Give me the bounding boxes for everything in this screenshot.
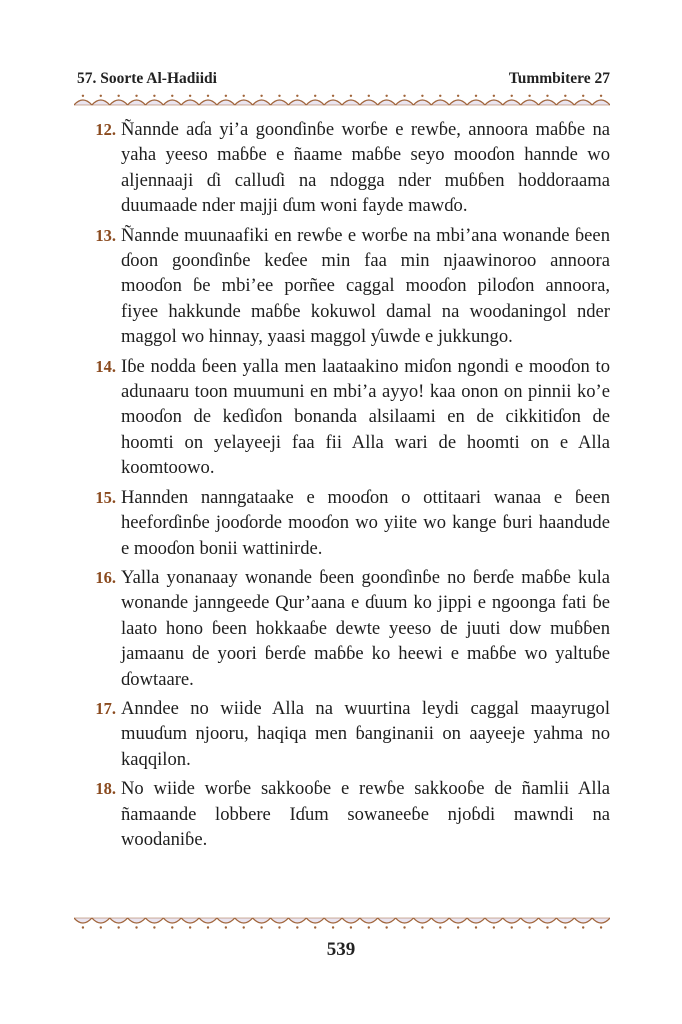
border-dot <box>82 926 84 928</box>
border-scallop <box>306 100 324 105</box>
verse-list <box>77 117 610 856</box>
border-dot <box>475 95 477 97</box>
verse-text <box>121 696 610 772</box>
border-dot <box>296 926 298 928</box>
border-scallop <box>288 918 306 923</box>
verse-line: adunaaru toon muumuni en mbi’a ayyo! kaa onon on pinnii ko’e <box>121 381 610 403</box>
border-scallop <box>92 918 110 923</box>
verse-line: duumaade nder majji ɗum woni fayde mawɗo. <box>121 195 468 217</box>
border-dot <box>457 95 459 97</box>
border-scallop <box>574 918 592 923</box>
running-header <box>77 70 610 92</box>
border-scallop <box>74 918 92 923</box>
verse-line: heeforɗinɓe jooɗorde mooɗon wo yiite wo kange ɓuri haandude <box>121 512 610 534</box>
border-scallop <box>199 918 217 923</box>
border-dot <box>100 926 102 928</box>
verse-line: Hannden nanngataake e mooɗon o ottitaari wanaa e ɓeen <box>121 486 610 508</box>
border-scallop <box>181 918 199 923</box>
border-dot <box>546 95 548 97</box>
border-scallop <box>145 100 163 105</box>
border-dot <box>385 926 387 928</box>
border-dot <box>135 926 137 928</box>
border-scallop <box>360 918 378 923</box>
border-scallop <box>288 100 306 105</box>
border-scallop <box>342 100 360 105</box>
border-dot <box>385 95 387 97</box>
verse-item <box>77 485 610 561</box>
border-scallop <box>342 918 360 923</box>
border-dot <box>600 926 602 928</box>
border-scallop <box>324 100 342 105</box>
border-dot <box>528 926 530 928</box>
verse-number: 14. <box>95 356 116 376</box>
verse-number: 16. <box>95 567 116 587</box>
border-scallop <box>74 100 92 105</box>
ornamental-border-top <box>74 94 610 108</box>
verse-line: muuɗum njooru, haqiqa men ɓanginanii on aayeeje yahma no <box>121 723 610 745</box>
verse-line: Iɓe nodda ɓeen yalla men laataakino miɗon ngondi e mooɗon to <box>121 355 610 377</box>
border-scallop <box>592 100 610 105</box>
border-dot <box>243 926 245 928</box>
border-dot <box>403 95 405 97</box>
verse-number: 15. <box>95 487 116 507</box>
border-scallop <box>253 100 271 105</box>
border-dot <box>511 926 513 928</box>
border-scallop <box>556 100 574 105</box>
border-scallop <box>163 918 181 923</box>
border-scallop <box>378 918 396 923</box>
border-scallop <box>592 918 610 923</box>
verse-text <box>121 485 610 561</box>
border-dot <box>278 926 280 928</box>
border-scallop <box>181 100 199 105</box>
border-scallop <box>413 918 431 923</box>
border-dot <box>225 926 227 928</box>
border-scallop <box>92 100 110 105</box>
verse-line: mooɗon ɓe mbi’ee porñee caggal mooɗon piloɗon annoora, <box>121 275 610 297</box>
verse-line: yaha yeeso maɓɓe e ñaame maɓɓe seyo mooɗon hannde wo <box>121 144 610 166</box>
border-scallop <box>449 100 467 105</box>
border-dot <box>403 926 405 928</box>
border-dot <box>332 926 334 928</box>
border-dot <box>314 926 316 928</box>
border-dot <box>493 95 495 97</box>
border-scallop <box>467 100 485 105</box>
chapter-title: 57. Soorte Al-Hadiidi <box>77 70 217 87</box>
border-dot <box>189 926 191 928</box>
border-scallop <box>324 918 342 923</box>
border-scallop <box>378 100 396 105</box>
border-dot <box>546 926 548 928</box>
verse-line: e mooɗon bonii wattinirde. <box>121 537 323 559</box>
border-dot <box>296 95 298 97</box>
border-scallop <box>199 100 217 105</box>
border-scallop <box>110 918 128 923</box>
verse-line: Ñannde muunaafiki en rewɓe e worɓe na mbi’ana wonande ɓeen <box>121 224 610 246</box>
verse-item <box>77 223 610 350</box>
border-scallop <box>413 100 431 105</box>
verse-text <box>121 117 610 219</box>
border-dot <box>600 95 602 97</box>
border-dot <box>260 926 262 928</box>
border-dot <box>350 926 352 928</box>
verse-line: koomtoowo. <box>121 457 215 479</box>
border-scallop <box>128 918 146 923</box>
verse-text <box>121 565 610 692</box>
border-scallop <box>235 100 253 105</box>
border-dot <box>135 95 137 97</box>
border-dot <box>564 926 566 928</box>
border-dot <box>260 95 262 97</box>
border-scallop <box>271 100 289 105</box>
border-dot <box>153 926 155 928</box>
border-dot <box>278 95 280 97</box>
verse-text <box>121 776 610 852</box>
border-scallop <box>217 100 235 105</box>
border-dot <box>368 95 370 97</box>
border-scallop <box>521 100 539 105</box>
verse-item <box>77 776 610 852</box>
verse-number: 18. <box>95 779 116 799</box>
border-dot <box>207 95 209 97</box>
border-scallop <box>431 100 449 105</box>
border-scallop <box>128 100 146 105</box>
border-dot <box>314 95 316 97</box>
border-dot <box>171 926 173 928</box>
border-scallop <box>306 918 324 923</box>
verse-line: ɗoon goonɗinɓe keɗee min faa min njaawinoroo annoora <box>121 250 610 272</box>
verse-line: aljennaaji ɗi calluɗi na ndogga nder muɓɓen hoddoraama <box>121 169 610 191</box>
border-scallop <box>271 918 289 923</box>
border-scallop <box>539 918 557 923</box>
border-scallop <box>556 918 574 923</box>
border-dot <box>100 95 102 97</box>
border-scallop <box>396 918 414 923</box>
border-dot <box>243 95 245 97</box>
border-scallop <box>485 100 503 105</box>
border-dot <box>332 95 334 97</box>
verse-line: hoomti on yelayeeji faa fii Alla wari de hoomti on e Alla <box>121 431 610 453</box>
border-dot <box>189 95 191 97</box>
verse-number: 17. <box>95 698 116 718</box>
border-dot <box>207 926 209 928</box>
border-dot <box>582 926 584 928</box>
border-dot <box>117 926 119 928</box>
section-title: Tummbitere 27 <box>508 70 610 87</box>
verse-line: wonande janngeede Qur’aana e ɗuum ko jippi e ngoonga fati ɓe <box>121 592 610 614</box>
border-scallop <box>217 918 235 923</box>
border-dot <box>225 95 227 97</box>
verse-line: kaqqilon. <box>121 748 191 770</box>
verse-text <box>121 354 610 481</box>
border-dot <box>439 926 441 928</box>
border-dot <box>511 95 513 97</box>
ornamental-border-bottom <box>74 915 610 929</box>
border-scallop <box>503 100 521 105</box>
verse-line: jamaanu de yoori ɓerɗe maɓɓe ko heewi e maɓɓe wo yaltuɓe <box>121 643 610 665</box>
border-scallop <box>431 918 449 923</box>
verse-line: woodaniɓe. <box>121 828 208 850</box>
border-dot <box>368 926 370 928</box>
verse-line: mooɗon de keɗiɗon bonanda alsilaami en de cikkitiɗon de <box>121 406 610 428</box>
border-scallop <box>539 100 557 105</box>
border-dot <box>439 95 441 97</box>
border-dot <box>421 926 423 928</box>
verse-number: 12. <box>95 120 116 139</box>
border-dot <box>475 926 477 928</box>
verse-line: maggol wo hinnay, yaasi maggol ƴuwde e jukkungo. <box>121 326 513 348</box>
verse-item <box>77 117 610 219</box>
page-number: 539 <box>326 939 356 960</box>
border-scallop <box>163 100 181 105</box>
border-dot <box>528 95 530 97</box>
verse-number: 13. <box>95 225 116 245</box>
border-scallop <box>521 918 539 923</box>
border-dot <box>421 95 423 97</box>
border-scallop <box>574 100 592 105</box>
verse-line: Anndee no wiide Alla na wuurtina leydi caggal maayrugol <box>121 697 610 719</box>
border-dot <box>171 95 173 97</box>
verse-item <box>77 565 610 692</box>
verse-item <box>77 696 610 772</box>
border-dot <box>493 926 495 928</box>
border-scallop <box>449 918 467 923</box>
border-scallop <box>360 100 378 105</box>
verse-line: Ñannde aɗa yi’a goonɗinɓe worɓe e rewɓe, annoora maɓɓe na <box>121 119 610 140</box>
verse-line: No wiide worɓe sakkooɓe e rewɓe sakkooɓe de ñamlii Alla <box>121 778 610 800</box>
border-dot <box>457 926 459 928</box>
border-scallop <box>467 918 485 923</box>
border-scallop <box>503 918 521 923</box>
border-dot <box>350 95 352 97</box>
verse-item <box>77 354 610 481</box>
verse-text <box>121 223 610 350</box>
border-dot <box>564 95 566 97</box>
verse-line: laato hono ɓeen hokkaaɓe dewte yeeso de juuti dow muɓɓen <box>121 617 610 639</box>
border-scallop <box>145 918 163 923</box>
border-dot <box>82 95 84 97</box>
border-scallop <box>485 918 503 923</box>
border-scallop <box>110 100 128 105</box>
verse-line: fiyee hakkunde maɓɓe kokuwol damal na woodaningol nder <box>121 300 610 322</box>
border-dot <box>582 95 584 97</box>
verse-line: Yalla yonanaay wonande ɓeen goonɗinɓe no ɓerɗe maɓɓe kula <box>121 566 610 588</box>
verse-line: ñamaande lobbere Iɗum sowaneeɓe njoɓdi mawndi na <box>121 803 610 825</box>
border-dot <box>153 95 155 97</box>
verse-line: ɗowtaare. <box>121 668 194 690</box>
border-scallop <box>253 918 271 923</box>
border-scallop <box>396 100 414 105</box>
border-scallop <box>235 918 253 923</box>
border-dot <box>117 95 119 97</box>
